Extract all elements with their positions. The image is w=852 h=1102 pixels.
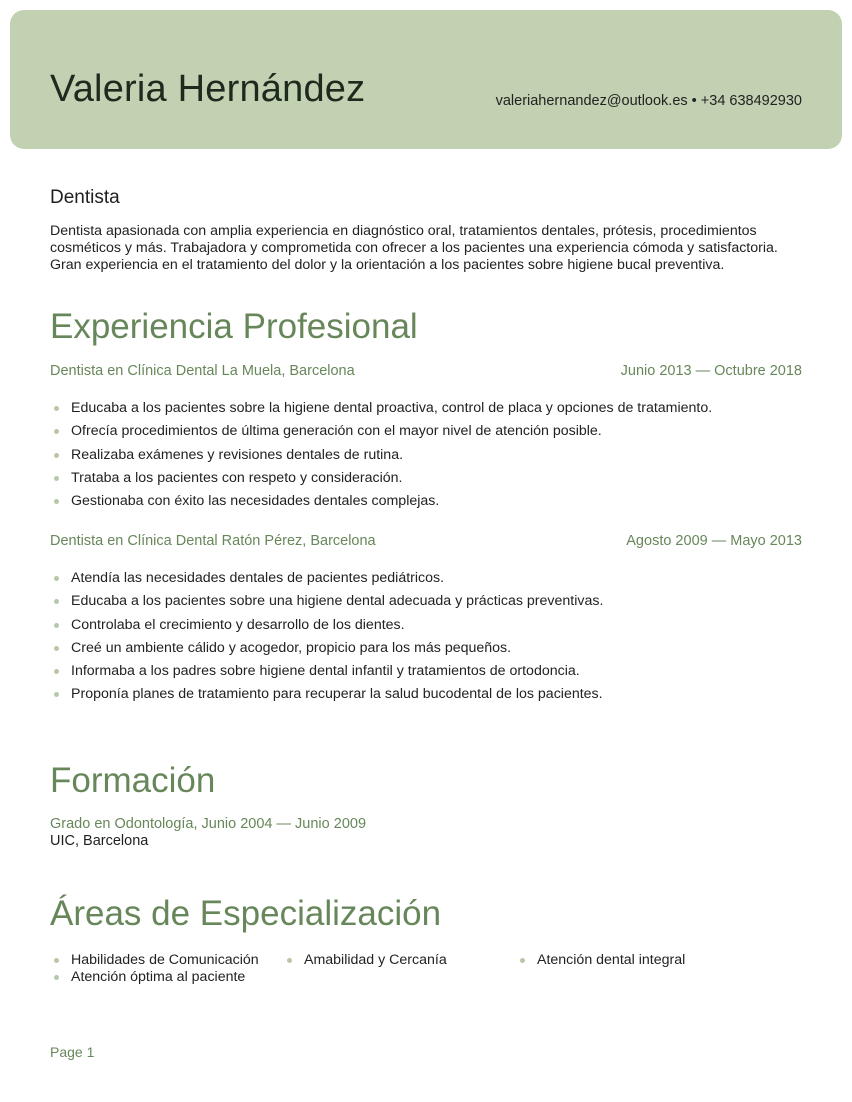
degree-institution: UIC, Barcelona — [50, 833, 149, 849]
skill-item: Amabilidad y Cercanía — [283, 952, 516, 969]
skill-item: Habilidades de Comunicación — [50, 952, 283, 969]
job-header — [50, 363, 802, 379]
experience-heading: Experiencia Profesional — [50, 307, 418, 346]
list-item: Realizaba exámenes y revisiones dentales de rutina. — [50, 444, 712, 467]
list-item: Ofrecía procedimientos de última generación con el mayor nivel de atención posible. — [50, 420, 712, 443]
job-dates: Agosto 2009 — Mayo 2013 — [626, 533, 802, 549]
list-item: Proponía planes de tratamiento para recuperar la salud bucodental de los pacientes. — [50, 683, 603, 706]
list-item: Educaba a los pacientes sobre una higiene dental adecuada y prácticas preventivas. — [50, 590, 603, 613]
header-banner — [10, 10, 842, 149]
contact-info: valeriahernandez@outlook.es • +34 638492930 — [495, 93, 802, 109]
job-bullets — [50, 567, 603, 707]
skill-item: Atención dental integral — [516, 952, 749, 969]
job-bullets — [50, 397, 712, 513]
page-number: Page 1 — [50, 1044, 95, 1060]
list-item: Trataba a los pacientes con respeto y consideración. — [50, 467, 712, 490]
list-item: Gestionaba con éxito las necesidades dentales complejas. — [50, 490, 712, 513]
degree-title: Grado en Odontología, Junio 2004 — Junio 2009 — [50, 816, 367, 832]
candidate-name: Valeria Hernández — [50, 68, 366, 110]
job-title: Dentista en Clínica Dental La Muela, Barcelona — [50, 363, 355, 379]
list-item: Creé un ambiente cálido y acogedor, propicio para los más pequeños. — [50, 637, 603, 660]
profile-summary: Dentista apasionada con amplia experiencia en diagnóstico oral, tratamientos dentales, prótesis, procedimientos cosméticos y más. Trabajadora y comprometida con ofrecer a los pacientes una experiencia cómoda y satisfactoria. Gran experiencia en el tratamiento del dolor y la orientación a los pacientes sobre higiene bucal preventiva. — [50, 223, 778, 273]
skills-heading: Áreas de Especialización — [50, 894, 442, 933]
job-header — [50, 533, 802, 549]
list-item: Informaba a los padres sobre higiene dental infantil y tratamientos de ortodoncia. — [50, 660, 603, 683]
job-role: Dentista — [50, 187, 120, 208]
job-dates: Junio 2013 — Octubre 2018 — [620, 363, 802, 379]
list-item: Educaba a los pacientes sobre la higiene dental proactiva, control de placa y opciones de tratamiento. — [50, 397, 712, 420]
list-item: Controlaba el crecimiento y desarrollo de los dientes. — [50, 614, 603, 637]
job-title: Dentista en Clínica Dental Ratón Pérez, Barcelona — [50, 533, 376, 549]
skills-list — [50, 952, 770, 986]
education-heading: Formación — [50, 761, 216, 800]
list-item: Atendía las necesidades dentales de pacientes pediátricos. — [50, 567, 603, 590]
skill-item: Atención óptima al paciente — [50, 969, 283, 986]
